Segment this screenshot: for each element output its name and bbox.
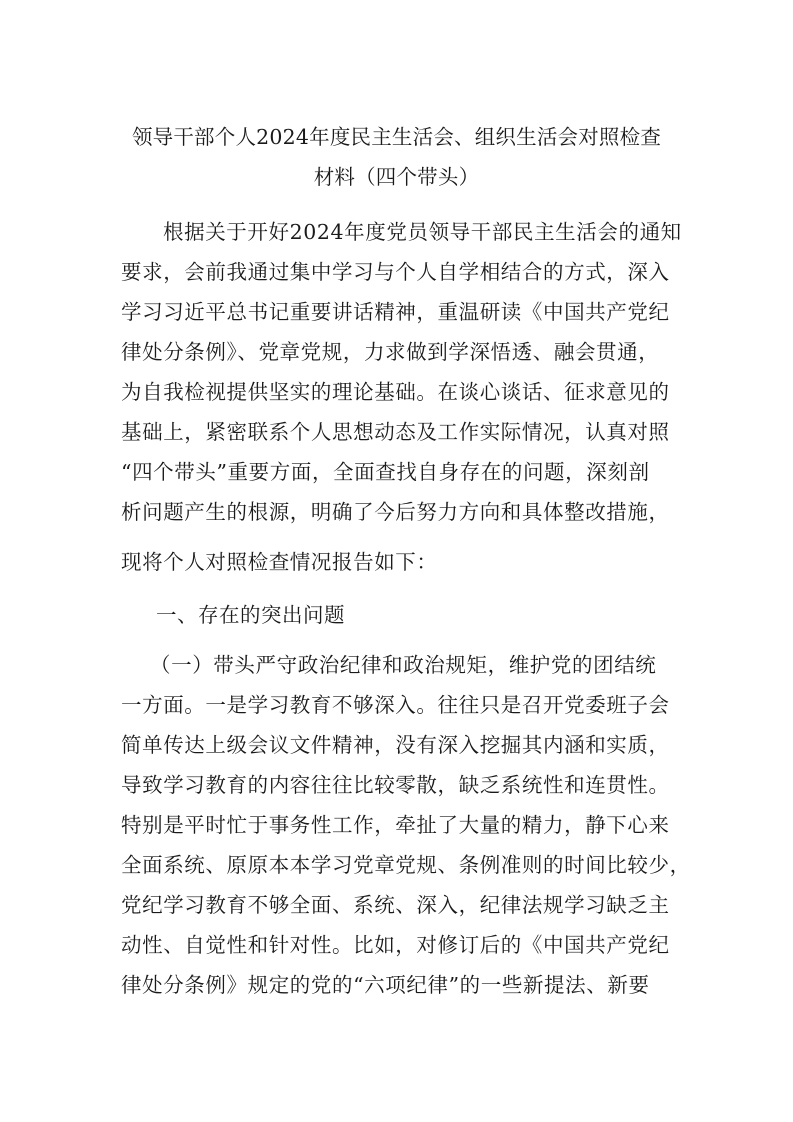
section-paragraph-line: 简单传达上级会议文件精神，没有深入挖掘其内涵和实质，	[121, 733, 670, 757]
section-paragraph-line: （一）带头严守政治纪律和政治规矩，维护党的团结统	[150, 653, 657, 677]
intro-paragraph-line: 学习习近平总书记重要讲话精神，重温研读《中国共产党纪	[121, 300, 670, 324]
section-paragraph-line: 一方面。一是学习教育不够深入。往往只是召开党委班子会	[121, 693, 670, 717]
intro-paragraph-line: 根据关于开好2024年度党员领导干部民主生活会的通知	[163, 220, 682, 244]
intro-paragraph-line: 要求，会前我通过集中学习与个人自学相结合的方式，深入	[121, 260, 670, 284]
section-paragraph-line: 党纪学习教育不够全面、系统、深入，纪律法规学习缺乏主	[121, 893, 670, 917]
section-paragraph-line: 律处分条例》规定的党的“六项纪律”的一些新提法、新要	[121, 973, 650, 997]
intro-paragraph-line: 为自我检视提供坚实的理论基础。在谈心谈话、征求意见的	[121, 380, 670, 404]
section-paragraph-line: 全面系统、原原本本学习党章党规、条例准则的时间比较少，	[121, 853, 691, 877]
section-paragraph-line: 特别是平时忙于事务性工作，牵扯了大量的精力，静下心来	[121, 813, 670, 837]
document-title-line-2: 材料（四个带头）	[313, 165, 480, 189]
document-title-line-1: 领导干部个人2024年度民主生活会、组织生活会对照检查	[131, 125, 662, 149]
section-paragraph-line: 导致学习教育的内容往往比较零散，缺乏系统性和连贯性。	[121, 773, 670, 797]
section-heading: 一、存在的突出问题	[156, 603, 345, 627]
intro-paragraph-line: 析问题产生的根源，明确了今后努力方向和具体整改措施，	[121, 500, 670, 524]
intro-paragraph-line: 基础上，紧密联系个人思想动态及工作实际情况，认真对照	[121, 420, 670, 444]
intro-paragraph-line: “四个带头”重要方面，全面查找自身存在的问题，深刻剖	[121, 460, 650, 484]
section-paragraph-line: 动性、自觉性和针对性。比如，对修订后的《中国共产党纪	[121, 933, 670, 957]
intro-paragraph-line: 律处分条例》、党章党规，力求做到学深悟透、融会贯通，	[121, 340, 660, 364]
intro-paragraph-line: 现将个人对照检查情况报告如下：	[121, 550, 438, 574]
